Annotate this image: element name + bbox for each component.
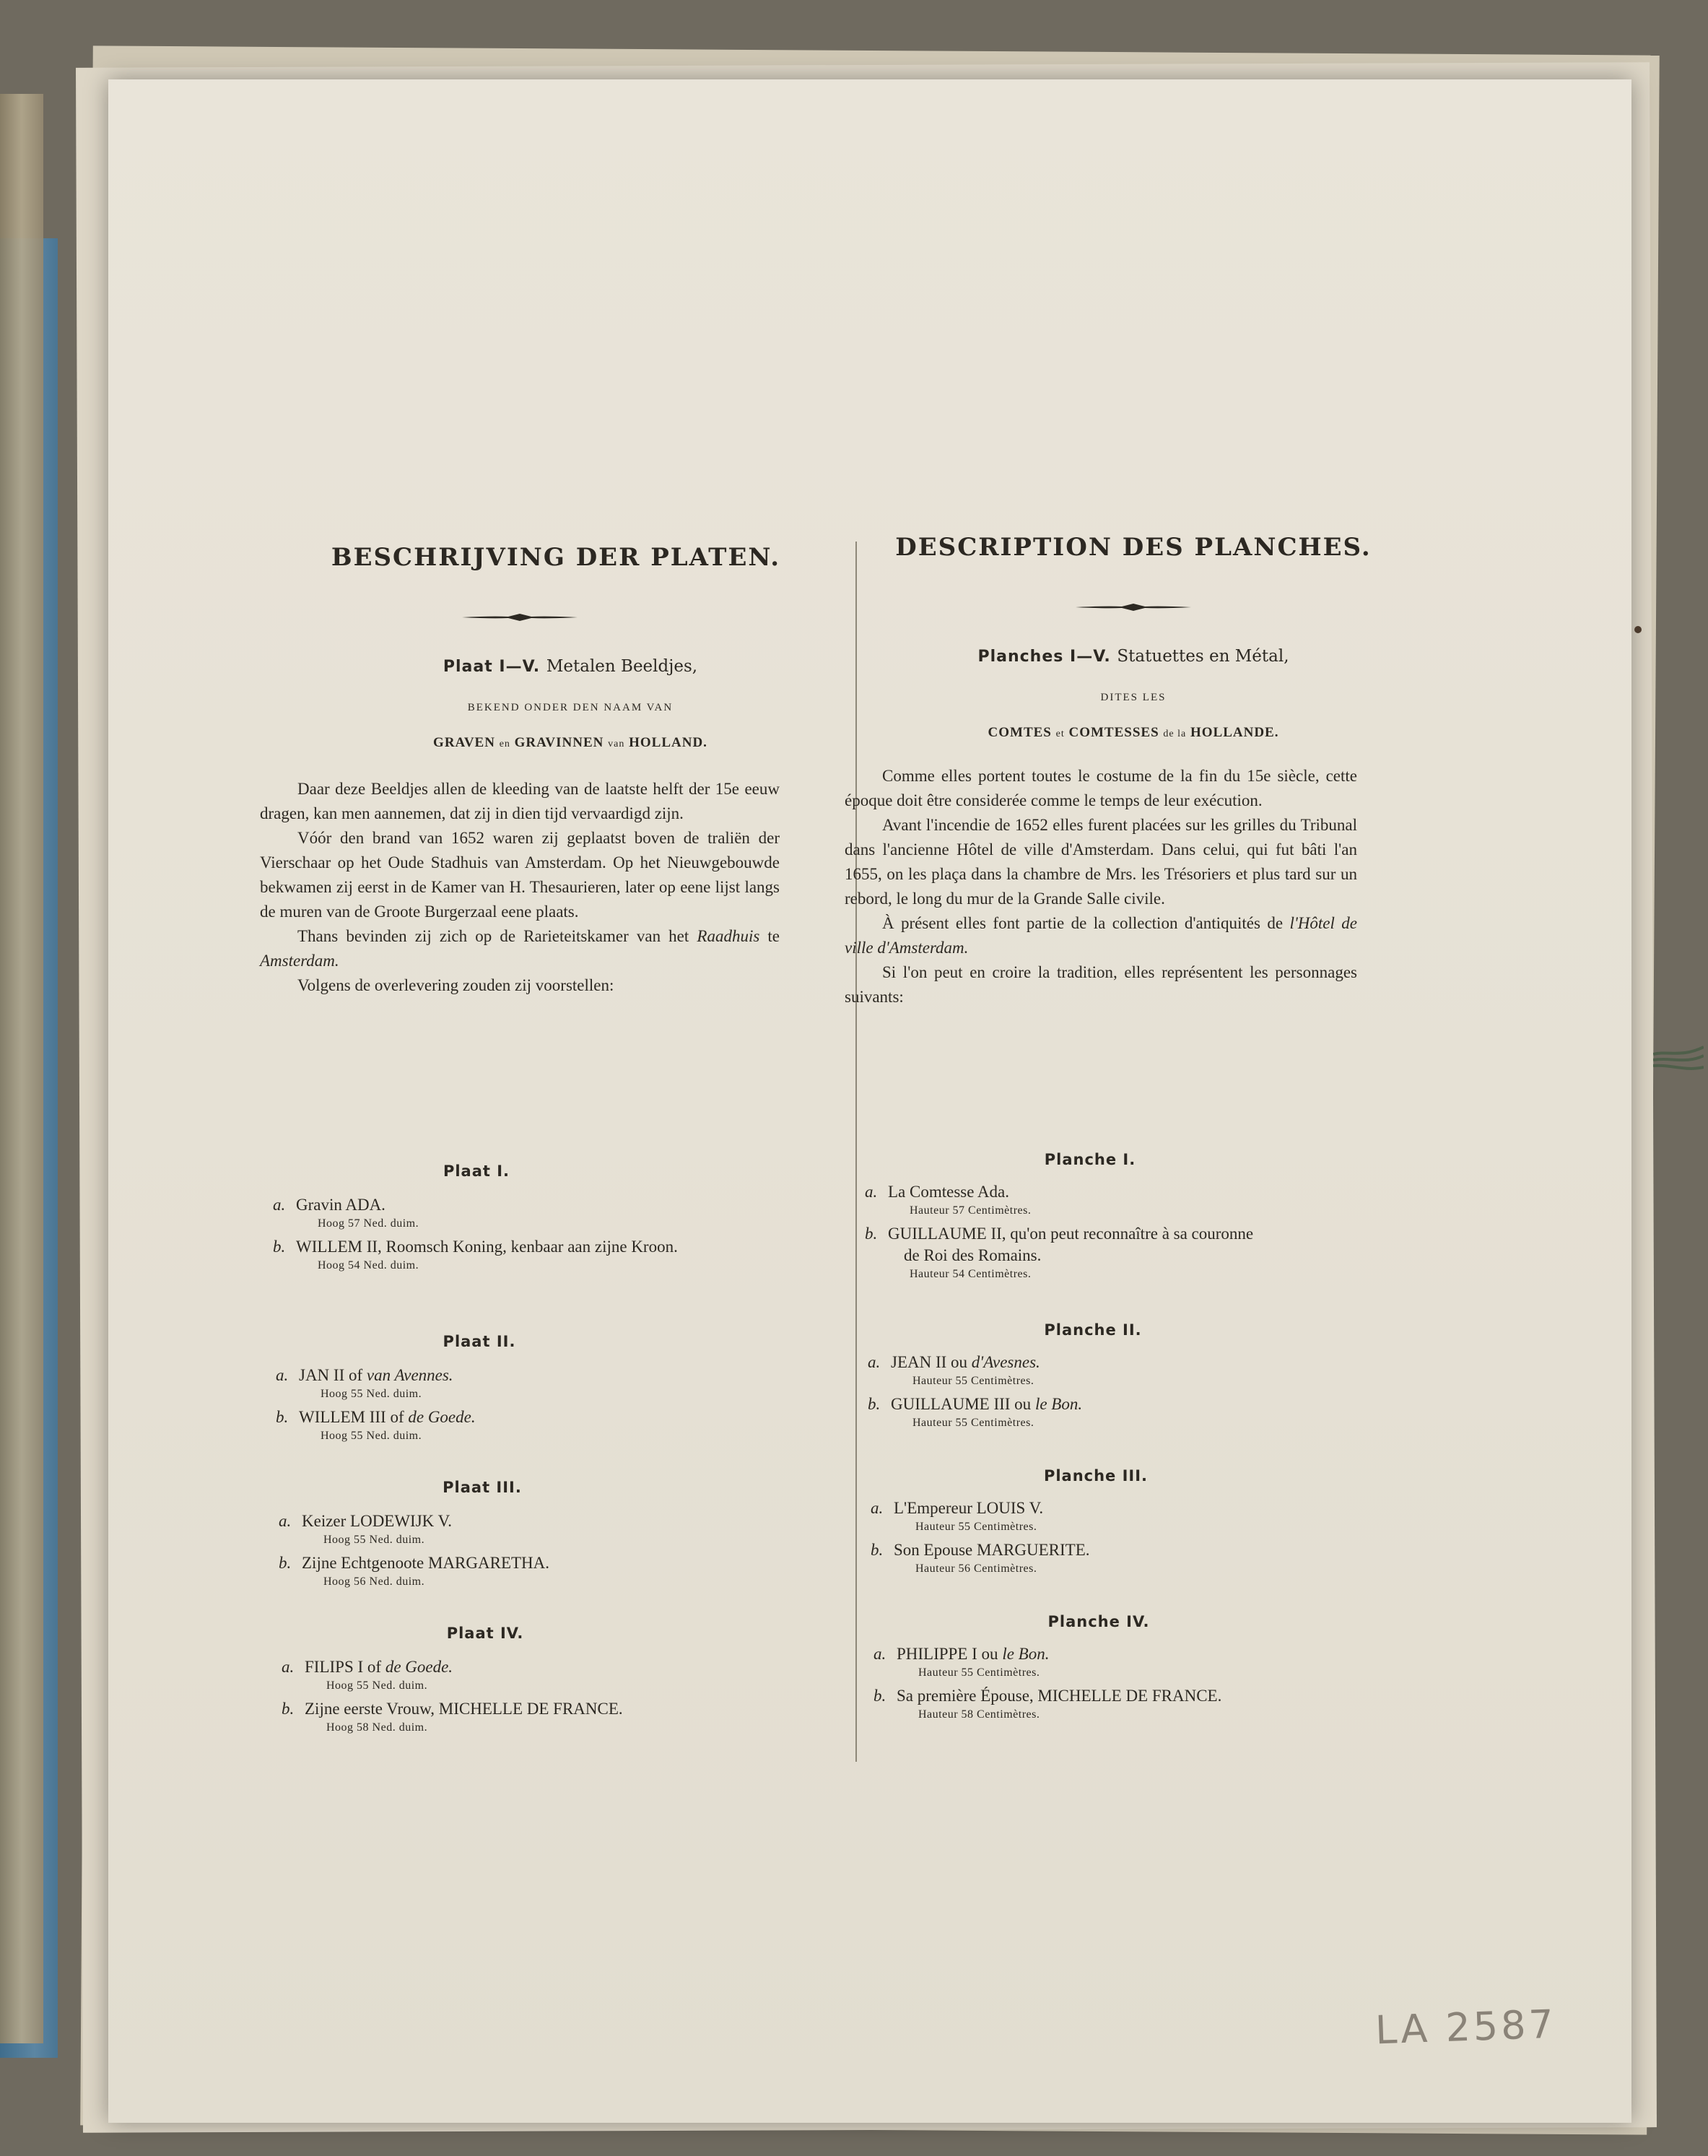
left-plate-4: [261, 1625, 853, 1736]
left-p3-c: te: [767, 927, 780, 945]
ribbon-marker-icon: [1653, 1040, 1704, 1083]
item-height: Hauteur 55 Centimètres.: [912, 1417, 1034, 1429]
list-item: [253, 1236, 845, 1258]
item-text: JAN II of: [299, 1366, 363, 1384]
item-text: Keizer LODEWIJK V.: [302, 1512, 453, 1530]
item-text: Zijne eerste Vrouw, MICHELLE DE FRANCE.: [305, 1700, 623, 1718]
item-letter: a.: [865, 1183, 878, 1201]
list-item: [853, 1643, 1402, 1665]
item-text: PHILIPPE I ou: [897, 1645, 998, 1663]
document-page: [108, 79, 1631, 2123]
left-subtitle-text: Metalen Beeldjes,: [546, 657, 698, 676]
left-body: [260, 777, 780, 998]
right-names-c: HOLLANDE.: [1190, 725, 1279, 740]
item-letter: b.: [282, 1700, 295, 1718]
item-letter: a.: [279, 1512, 292, 1530]
item-height: Hauteur 54 Centimètres.: [910, 1268, 1032, 1280]
list-item: [848, 1352, 1396, 1373]
list-item: [845, 1223, 1393, 1245]
left-subtitle: [318, 657, 823, 676]
item-text: Zijne Echtgenoote MARGARETHA.: [302, 1554, 550, 1572]
left-names-a: GRAVEN: [433, 735, 495, 750]
item-epithet: de Goede.: [385, 1658, 453, 1676]
pencil-shelfmark: LA 2587: [1374, 2001, 1557, 2053]
item-height: Hoog 56 Ned. duim.: [323, 1575, 425, 1588]
right-paragraph-3: [845, 911, 1357, 960]
right-subtitle: [881, 647, 1386, 666]
item-text-cont: de Roi des Romains.: [904, 1246, 1042, 1264]
plate-heading: Planche II.: [1044, 1321, 1142, 1339]
item-text: Sa première Épouse, MICHELLE DE FRANCE.: [897, 1687, 1222, 1705]
item-height: Hoog 57 Ned. duim.: [318, 1217, 419, 1230]
item-letter: a.: [276, 1366, 289, 1384]
left-names-b: GRAVINNEN: [514, 735, 604, 750]
item-text: GUILLAUME II, qu'on peut reconnaître à sa couronne: [888, 1225, 1254, 1243]
item-letter: b.: [868, 1395, 881, 1413]
left-plate-1: [253, 1162, 845, 1274]
item-height: Hoog 55 Ned. duim.: [326, 1679, 428, 1692]
item-height: Hoog 58 Ned. duim.: [326, 1721, 428, 1734]
item-text: L'Empereur LOUIS V.: [894, 1499, 1044, 1517]
item-height: Hauteur 55 Centimètres.: [912, 1375, 1034, 1387]
item-text: La Comtesse Ada.: [888, 1183, 1009, 1201]
right-p3-a: À présent elles font partie de la collection d'antiquités de: [882, 914, 1284, 932]
plate-heading: Plaat III.: [443, 1479, 522, 1496]
left-plate-2: [256, 1333, 848, 1444]
plate-heading: Planche IV.: [1047, 1613, 1150, 1630]
left-plate-3: [258, 1479, 850, 1590]
item-letter: b.: [873, 1687, 886, 1705]
item-text: WILLEM III of: [299, 1408, 404, 1426]
right-names-a: COMTES: [988, 725, 1052, 740]
left-smallcaps: BEKEND ONDER DEN NAAM VAN: [467, 702, 674, 713]
right-names-et: et: [1055, 729, 1065, 739]
item-text: GUILLAUME III ou: [891, 1395, 1032, 1413]
item-text: WILLEM II, Roomsch Koning, kenbaar aan zijne Kroon.: [296, 1238, 678, 1256]
right-names-b: COMTESSES: [1068, 725, 1159, 740]
right-body: [845, 764, 1357, 1009]
ink-spot: [1634, 626, 1642, 633]
left-paragraph-2: Vóór den brand van 1652 waren zij geplaatst boven de traliën der Vierschaar op het Oude Stadhuis van Amsterdam. Op het Nieuwgebouwde bekwamen zij eerst in de Kamer van H. Thesaurieren, later op eene lijst langs de muren van de Groote Burgerzaal eene plaats.: [260, 829, 780, 921]
item-letter: b.: [865, 1225, 878, 1243]
plate-heading: Plaat II.: [443, 1333, 516, 1350]
list-item: [848, 1394, 1396, 1415]
item-text: Son Epouse MARGUERITE.: [894, 1541, 1090, 1559]
right-smallcaps: DITES LES: [1100, 692, 1167, 703]
left-subtitle-plates: Plaat I—V.: [443, 658, 541, 676]
item-height: Hoog 55 Ned. duim.: [321, 1430, 422, 1442]
left-names-en: en: [499, 739, 510, 749]
item-letter: a.: [868, 1353, 881, 1371]
item-height: Hoog 54 Ned. duim.: [318, 1259, 419, 1272]
item-height: Hoog 55 Ned. duim.: [323, 1534, 425, 1546]
list-item: [258, 1552, 850, 1574]
left-p3-b: Raadhuis: [697, 927, 760, 945]
left-paragraph-3: [260, 924, 780, 973]
item-letter: a.: [871, 1499, 884, 1517]
list-item: [845, 1181, 1393, 1203]
list-item: [853, 1685, 1402, 1707]
left-names-c: HOLLAND.: [629, 735, 707, 750]
item-text: Gravin ADA.: [296, 1196, 385, 1214]
item-text: FILIPS I of: [305, 1658, 382, 1676]
ornament-rule-icon: [1076, 602, 1191, 612]
left-names-van: van: [608, 739, 625, 749]
right-plate-4: [853, 1613, 1402, 1723]
right-plate-1: [845, 1151, 1393, 1282]
item-letter: a.: [873, 1645, 886, 1663]
right-names-de: de la: [1163, 729, 1187, 739]
item-height: Hauteur 58 Centimètres.: [918, 1708, 1040, 1721]
item-height: Hauteur 57 Centimètres.: [910, 1204, 1032, 1217]
plate-heading: Planche III.: [1043, 1467, 1149, 1485]
plate-heading: Planche I.: [1044, 1151, 1136, 1168]
left-names: [318, 735, 823, 751]
list-item: [256, 1365, 848, 1386]
list-item: [258, 1510, 850, 1532]
item-letter: a.: [282, 1658, 295, 1676]
item-letter: b.: [871, 1541, 884, 1559]
list-item: [261, 1656, 853, 1678]
right-subtitle-text: Statuettes en Métal,: [1117, 647, 1289, 666]
item-letter: a.: [273, 1196, 286, 1214]
right-names: [881, 725, 1386, 741]
item-text: JEAN II ou: [891, 1353, 968, 1371]
item-letter: b.: [276, 1408, 289, 1426]
item-height: Hauteur 55 Centimètres.: [918, 1666, 1040, 1679]
right-p3-b: l'Hôtel de ville d'Amsterdam.: [845, 914, 1358, 957]
left-paragraph-4: Volgens de overlevering zouden zij voorstellen:: [297, 976, 614, 994]
list-item: [256, 1407, 848, 1428]
item-letter: b.: [273, 1238, 286, 1256]
left-p3-d: Amsterdam.: [260, 952, 339, 970]
list-item: [261, 1698, 853, 1720]
book-spine-paper: [0, 94, 43, 2043]
plate-heading: Plaat IV.: [446, 1625, 524, 1642]
list-item: [253, 1194, 845, 1216]
list-item: [850, 1539, 1399, 1561]
right-paragraph-2: Avant l'incendie de 1652 elles furent placées sur les grilles du Tribunal dans l'ancienne Hôtel de ville d'Amsterdam. Dans celui, qui fut bâti l'an 1655, on les plaça dans la chambre de Mrs. les Trésoriers et plus tard sur un rebord, le long du mur de la Grande Salle civile.: [845, 816, 1357, 908]
ornament-rule-icon: [462, 612, 578, 622]
left-heading: BESCHRIJVING DER PLATEN.: [331, 543, 781, 572]
list-item: [850, 1498, 1399, 1519]
left-paragraph-1: Daar deze Beeldjes allen de kleeding van de laatste helft der 15e eeuw dragen, kan men aannemen, dat zij in dien tijd vervaardigd zijn.: [260, 780, 780, 822]
item-epithet: de Goede.: [408, 1408, 476, 1426]
right-paragraph-1: Comme elles portent toutes le costume de la fin du 15e siècle, cette époque doit être considerée comme le temps de leur exécution.: [845, 767, 1357, 809]
item-height: Hauteur 56 Centimètres.: [915, 1562, 1037, 1575]
right-subtitle-plates: Planches I—V.: [977, 648, 1111, 666]
left-p3-a: Thans bevinden zij zich op de Rarieteitskamer van het: [297, 927, 689, 945]
item-epithet: d'Avesnes.: [971, 1353, 1040, 1371]
item-epithet: le Bon.: [1002, 1645, 1050, 1663]
right-plate-3: [850, 1467, 1399, 1577]
right-heading: DESCRIPTION DES PLANCHES.: [895, 533, 1372, 562]
right-plate-2: [848, 1321, 1396, 1431]
item-height: Hoog 55 Ned. duim.: [321, 1388, 422, 1400]
item-epithet: van Avennes.: [366, 1366, 453, 1384]
right-paragraph-4: Si l'on peut en croire la tradition, elles représentent les personnages suivants:: [845, 963, 1357, 1006]
item-epithet: le Bon.: [1034, 1395, 1083, 1413]
plate-heading: Plaat I.: [443, 1162, 510, 1180]
item-letter: b.: [279, 1554, 292, 1572]
item-height: Hauteur 55 Centimètres.: [915, 1521, 1037, 1533]
